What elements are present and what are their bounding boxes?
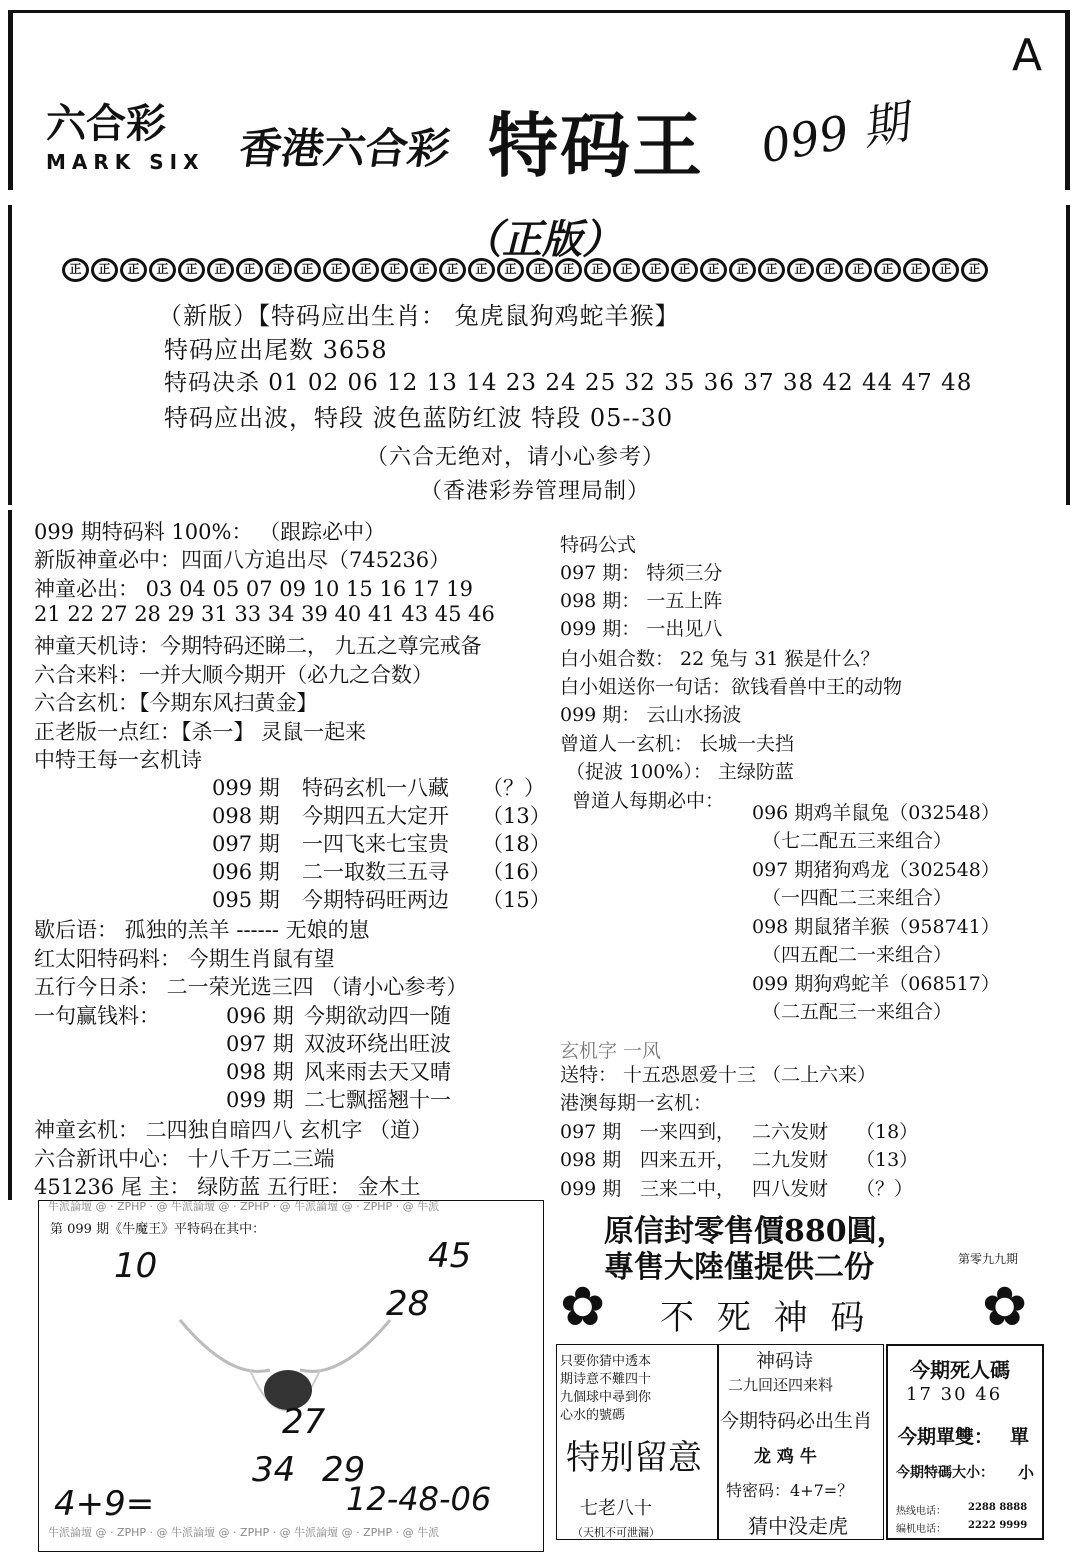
text-item: （18） — [856, 1121, 919, 1143]
num-27: 27 — [282, 1402, 326, 1442]
text-item: 正 — [323, 258, 350, 282]
num-45: 45 — [428, 1236, 472, 1276]
left-l9: 中特王每一玄机诗 — [34, 748, 202, 772]
text-item: 正 — [903, 258, 930, 282]
text-item: 正 — [584, 258, 611, 282]
poem-text: 特码玄机一八藏 — [302, 776, 449, 800]
text-item: 095 期 — [212, 888, 280, 912]
formula-3: 099 期： 一出见八 — [560, 618, 723, 640]
text-item: 正 — [758, 258, 785, 282]
text-item: 正 — [468, 258, 495, 282]
right-r3: 099 期： 云山水扬波 — [560, 704, 742, 726]
code: 12-48-06 — [346, 1480, 492, 1518]
num-34: 34 — [252, 1450, 296, 1490]
text-item: 正 — [700, 258, 727, 282]
text-item: 097 期猪狗鸡龙（302548） — [752, 859, 1000, 881]
flower-icon-left: ✿ — [560, 1275, 606, 1338]
right-r2: 白小姐送你一句话：欲钱看兽中王的动物 — [560, 676, 903, 698]
text-item: 正 — [236, 258, 263, 282]
text-item: 二七飘摇翘十一 — [304, 1088, 451, 1112]
text-item: （一四配二三来组合） — [762, 887, 953, 909]
text-item: 九個球中尋到你 — [560, 1390, 652, 1405]
left-l11: 红太阳特码料： 今期生肖鼠有望 — [34, 947, 335, 971]
text-item: 二六发财 — [752, 1121, 829, 1143]
left-l1: 099 期特码料 100%： （跟踪必中） — [34, 520, 386, 544]
text-item: 098 期 — [226, 1060, 294, 1084]
left-l4: 21 22 27 28 29 31 33 34 39 40 41 43 45 46 — [34, 602, 495, 626]
formula-2: 098 期： 一五上阵 — [560, 590, 723, 612]
hot-num: 2288 8888 — [968, 1502, 1028, 1513]
single-label: 今期單雙： — [898, 1426, 994, 1448]
issue-number: 099 期 — [756, 94, 913, 174]
guess: 猜中没走虎 — [748, 1514, 848, 1538]
text-item: （13） — [482, 804, 551, 828]
brand-busishenma: 不 死 神 码 — [660, 1298, 871, 1338]
text-item: 正 — [526, 258, 553, 282]
text-item: 二九发财 — [752, 1149, 829, 1171]
num-10: 10 — [114, 1246, 158, 1286]
text-item: 098 期 — [560, 1149, 622, 1171]
text-item: 097 期 — [560, 1121, 622, 1143]
left-l5: 神童天机诗：今期特码还睇二， 九五之尊完戒备 — [34, 634, 482, 658]
left-border — [8, 510, 12, 1200]
issue-small: 第零九九期 — [958, 1252, 1019, 1266]
poem-title: 神码诗 — [756, 1350, 814, 1372]
hint-note: （天机不可泄漏） — [572, 1526, 660, 1539]
text-item: 正 — [149, 258, 176, 282]
left-l15: 六合新讯中心： 十八千万二三端 — [34, 1147, 335, 1171]
text-item: 风来雨去天又晴 — [304, 1060, 451, 1084]
text-item: 四八发财 — [752, 1178, 829, 1200]
text-item: 正 — [294, 258, 321, 282]
text-item: 正 — [845, 258, 872, 282]
left-l8: 正老版一点红：【杀一】 灵鼠一起来 — [34, 720, 367, 744]
text-item: 三来二中， — [640, 1178, 736, 1200]
zheng-row — [62, 258, 988, 282]
text-item: （四五配二一来组合） — [762, 944, 953, 966]
text-item: 正 — [497, 258, 524, 282]
right-r5: （捉波 100%）： 主绿防蓝 — [566, 761, 794, 783]
equation: 4+9= — [54, 1484, 155, 1524]
right-r9: 港澳每期一玄机： — [560, 1092, 713, 1114]
intro-line3: 特码决杀 01 02 06 12 13 14 23 24 25 32 35 36 37 38 42 44 47 48 — [164, 370, 973, 396]
num-28: 28 — [386, 1284, 430, 1324]
logo-cn: 六合彩 — [46, 101, 166, 147]
text-item: 正 — [961, 258, 988, 282]
price-line1: 原信封零售價880圓， — [604, 1214, 907, 1249]
text-item: 正 — [207, 258, 234, 282]
poem-num: （？） — [482, 776, 545, 800]
text-item: 心水的號碼 — [560, 1408, 626, 1423]
size-val: 小 — [1018, 1463, 1035, 1482]
text-item: 099 期狗鸡蛇羊（068517） — [752, 973, 1000, 995]
text-item: 097 期 — [226, 1032, 294, 1056]
text-item: 正 — [439, 258, 466, 282]
text-item: 正 — [120, 258, 147, 282]
text-item: 099 期 — [226, 1088, 294, 1112]
text-item: 双波环绕出旺波 — [304, 1032, 451, 1056]
text-item: 正 — [613, 258, 640, 282]
watermark-bottom: 牛派論壇 @ · ZPHP · @ 牛派論壇 @ · ZPHP · @ 牛派論壇 @ · ZPHP · @ 牛派 — [48, 1526, 440, 1539]
intro-line2: 特码应出尾数 3658 — [164, 336, 388, 364]
text-item: 正 — [381, 258, 408, 282]
text-item: 正 — [671, 258, 698, 282]
left-l2: 新版神童必中：四面八方追出尽（745236） — [34, 548, 451, 572]
left-l3: 神童必出： 03 04 05 07 09 10 15 16 17 19 — [34, 577, 473, 601]
edition-label: （正版） — [462, 216, 622, 263]
header-title: 香港六合彩 — [236, 124, 454, 173]
corner-mark: A — [1012, 30, 1043, 81]
text-item: 正 — [932, 258, 959, 282]
formula-title: 特码公式 — [560, 534, 637, 556]
notice1: （六合无绝对，请小心参考） — [366, 445, 666, 470]
left-l16: 451236 尾 主： 绿防蓝 五行旺： 金木土 — [34, 1175, 421, 1199]
text-item: 098 期 — [212, 804, 280, 828]
left-l14: 神童玄机： 二四独自暗四八 玄机字 （道） — [34, 1118, 433, 1142]
left-l10: 歇后语： 孤独的羔羊 ------ 无娘的崽 — [34, 918, 370, 942]
text-item: （15） — [482, 888, 551, 912]
text-item: （13） — [856, 1149, 919, 1171]
left-l6: 六合来料：一并大顺今期开（必九之合数） — [34, 663, 433, 687]
size-label: 今期特碼大小： — [896, 1465, 994, 1481]
poem-period: 099 期 — [212, 776, 280, 800]
dead-nums: 17 30 46 — [906, 1384, 1003, 1405]
text-item: （？） — [856, 1178, 914, 1200]
hint: 七老八十 — [580, 1498, 652, 1519]
left-l7: 六合玄机：【今期东风扫黄金】 — [34, 691, 318, 715]
poem-line: 二九回还四来料 — [728, 1376, 834, 1394]
dead-title: 今期死人碼 — [910, 1358, 1010, 1382]
fax-label: 编机电话： — [896, 1524, 946, 1535]
text-item: 正 — [555, 258, 582, 282]
right-r6: 曾道人每期必中： — [572, 790, 725, 812]
flower-icon-right: ✿ — [982, 1275, 1028, 1338]
brand-title: 特码王 — [488, 105, 704, 187]
text-item: （18） — [482, 832, 551, 856]
text-item: 正 — [816, 258, 843, 282]
notice2: （香港彩券管理局制） — [420, 479, 651, 504]
special-notice: 特别留意 — [566, 1438, 702, 1478]
text-item: 正 — [410, 258, 437, 282]
right-r1: 白小姐合数： 22 兔与 31 猴是什么？ — [560, 648, 880, 670]
text-item: 098 期鼠猪羊猴（958741） — [752, 916, 1000, 938]
zodiac: 龙 鸡 牛 — [754, 1447, 817, 1467]
text-item: 096 期 — [226, 1004, 294, 1028]
right-r4: 曾道人一玄机： 长城一夫挡 — [560, 733, 795, 755]
text-item: 097 期 — [212, 832, 280, 856]
fax-num: 2222 9999 — [968, 1520, 1028, 1531]
niumowang-caption: 第 099 期《牛魔王》平特码在其中： — [50, 1222, 266, 1237]
formula-1: 097 期： 特须三分 — [560, 562, 723, 584]
must-zodiac: 今期特码必出生肖 — [720, 1410, 873, 1432]
intro-line1: （新版）【特码应出生肖： 兔虎鼠狗鸡蛇羊猴】 — [158, 302, 680, 330]
text-item: 今期四五大定开 — [302, 804, 449, 828]
text-item: （二五配三一来组合） — [762, 1001, 953, 1023]
right-r7: 玄机字 一风 — [560, 1040, 662, 1062]
text-item: 期诗意不難四十 — [560, 1372, 652, 1387]
text-item: 正 — [91, 258, 118, 282]
text-item: 正 — [729, 258, 756, 282]
text-item: （16） — [482, 860, 551, 884]
single-val: 單 — [1010, 1426, 1030, 1448]
left-l12: 五行今日杀： 二一荣光选三四 （请小心参考） — [34, 975, 468, 999]
text-item: 正 — [874, 258, 901, 282]
text-item: 正 — [178, 258, 205, 282]
text-item: 正 — [787, 258, 814, 282]
text-item: 096 期鸡羊鼠兔（032548） — [752, 802, 1000, 824]
text-item: 099 期 — [560, 1178, 622, 1200]
logo-en: MARK SIX — [46, 150, 205, 174]
intro-line4: 特码应出波，特段 波色蓝防红波 特段 05--30 — [164, 404, 674, 432]
right-r8: 送特： 十五恐恩爱十三 （二上六来） — [560, 1064, 877, 1086]
text-item: 今期欲动四一随 — [304, 1004, 451, 1028]
text-item: （七二配五三来组合） — [762, 830, 953, 852]
left-l13: 一句赢钱料： — [34, 1004, 160, 1028]
text-item: 今期特码旺两边 — [302, 888, 449, 912]
tip-line: 只要你猜中透本 — [560, 1354, 652, 1369]
text-item: 二一取数三五寻 — [302, 860, 449, 884]
text-item: 正 — [352, 258, 379, 282]
hot-label: 热线电话： — [896, 1506, 946, 1517]
text-item: 四来五开， — [640, 1149, 736, 1171]
text-item: 096 期 — [212, 860, 280, 884]
text-item: 正 — [265, 258, 292, 282]
watermark-top: 牛派論壇 @ · ZPHP · @ 牛派論壇 @ · ZPHP · @ 牛派論壇 @ · ZPHP · @ 牛派 — [48, 1200, 440, 1213]
secret-code: 特密码：4+7=？ — [726, 1481, 854, 1500]
price-line2: 專售大陸僅提供二份 — [604, 1250, 874, 1285]
zheng-seal: 正 — [62, 258, 89, 282]
text-item: 一来四到， — [640, 1121, 736, 1143]
num-29: 29 — [322, 1450, 366, 1490]
text-item: 一四飞来七宝贵 — [302, 832, 449, 856]
text-item: 正 — [642, 258, 669, 282]
